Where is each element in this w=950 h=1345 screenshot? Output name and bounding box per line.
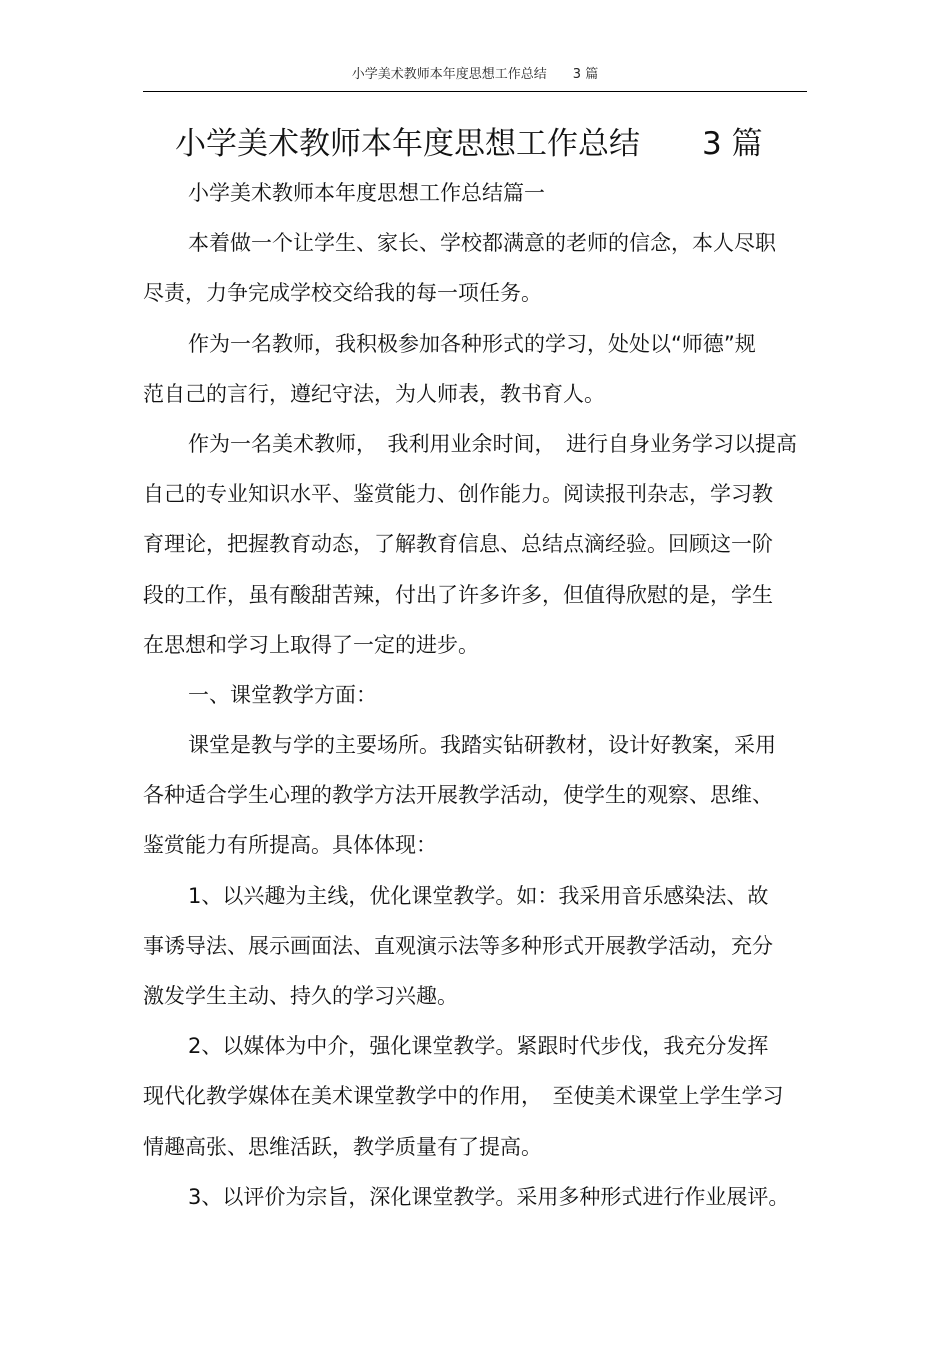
paragraph-line: 各种适合学生心理的教学方法开展教学活动，使学生的观察、思维、: [143, 783, 773, 808]
document-body: [143, 168, 795, 1222]
paragraph-line: 现代化教学媒体在美术课堂教学中的作用， 至使美术课堂上学生学习: [143, 1084, 784, 1109]
paragraph-line: 育理论，把握教育动态，了解教育信息、总结点滴经验。回顾这一阶: [143, 532, 773, 557]
paragraph-line: 激发学生主动、持久的学习兴趣。: [143, 984, 458, 1008]
paragraph-line: 段的工作，虽有酸甜苦辣，付出了许多许多，但值得欣慰的是，学生: [143, 582, 773, 607]
list-item-line: 1、以兴趣为主线，优化课堂教学。如：我采用音乐感染法、故: [188, 883, 769, 908]
paragraph-line: 情趣高张、思维活跃，教学质量有了提高。: [143, 1134, 542, 1159]
paragraph-line: 事诱导法、展示画面法、直观演示法等多种形式开展教学活动，充分: [143, 933, 773, 958]
paragraph-line: 鉴赏能力有所提高。具体体现：: [143, 833, 437, 858]
paragraph-line: 自己的专业知识水平、鉴赏能力、创作能力。阅读报刊杂志，学习教: [143, 482, 773, 507]
paragraph-line: 课堂是教与学的主要场所。我踏实钻研教材，设计好教案，采用: [188, 733, 776, 758]
running-header: 小学美术教师本年度思想工作总结 3 篇: [351, 67, 599, 82]
document-title: 小学美术教师本年度思想工作总结 3 篇: [175, 126, 763, 162]
subsection-heading: 一、课堂教学方面：: [188, 682, 377, 707]
header-divider: [143, 91, 807, 92]
list-item-line: 2、以媒体为中介，强化课堂教学。紧跟时代步伐，我充分发挥: [188, 1034, 769, 1059]
list-item-line: 3、以评价为宗旨，深化课堂教学。采用多种形式进行作业展评。: [188, 1184, 790, 1209]
paragraph-line: 作为一名教师，我积极参加各种形式的学习，处处以“师德”规: [188, 331, 756, 356]
paragraph-line: 本着做一个让学生、家长、学校都满意的老师的信念，本人尽职: [188, 231, 776, 256]
paragraph-line: 在思想和学习上取得了一定的进步。: [143, 632, 479, 657]
paragraph-line: 范自己的言行，遵纪守法，为人师表，教书育人。: [143, 381, 605, 406]
paragraph-line: 尽责，力争完成学校交给我的每一项任务。: [143, 281, 542, 306]
paragraph-line: 作为一名美术教师， 我利用业余时间， 进行自身业务学习以提高: [188, 431, 797, 456]
section-heading-part-one: 小学美术教师本年度思想工作总结篇一: [188, 181, 545, 205]
